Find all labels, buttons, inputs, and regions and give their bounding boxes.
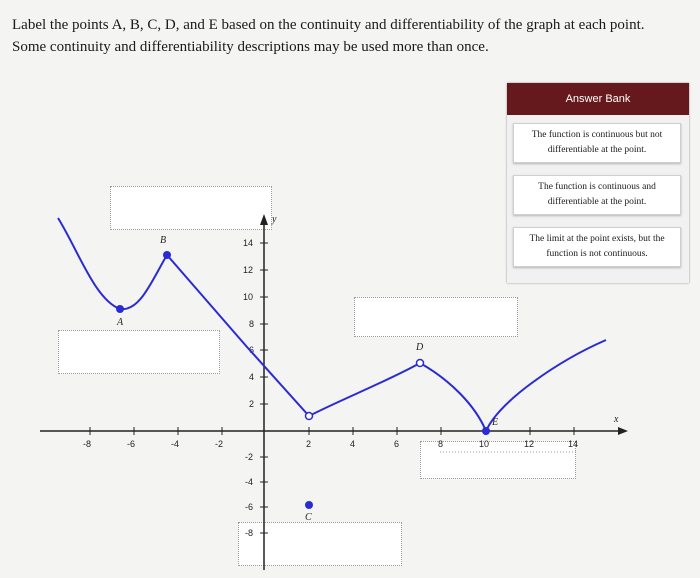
x-tick-label: 12: [524, 439, 535, 449]
y-tick-label: 10: [243, 292, 254, 302]
y-tick-label: -2: [245, 452, 254, 462]
y-axis-label: y: [272, 214, 277, 225]
y-axis-arrow: [260, 214, 268, 225]
point-label-e: E: [492, 417, 499, 428]
x-axis-label: x: [614, 414, 619, 425]
point-label-b: B: [160, 235, 167, 246]
y-tick-label: 4: [249, 372, 255, 382]
y-tick-label: 12: [243, 265, 254, 275]
x-tick-label: -4: [171, 439, 180, 449]
x-tick-label: 6: [394, 439, 400, 449]
x-tick-label: 4: [350, 439, 356, 449]
x-tick-label: -6: [127, 439, 136, 449]
point-label-a: A: [117, 317, 124, 328]
point-d-dot: [417, 360, 424, 367]
y-tick-label: 8: [249, 319, 255, 329]
point-label-d: D: [416, 342, 424, 353]
point-b-dot: [163, 251, 171, 259]
x-tick-label: 8: [438, 439, 444, 449]
answer-card-continuous-not-differentiable[interactable]: The function is continuous but not differentiable at the point.: [513, 123, 681, 163]
answer-card-continuous-differentiable[interactable]: The function is continuous and differentiable at the point.: [513, 175, 681, 215]
x-tick-label: -8: [83, 439, 92, 449]
y-tick-label: -8: [245, 528, 254, 538]
x-tick-label: 14: [568, 439, 579, 449]
x-tick-label: -2: [215, 439, 224, 449]
x-tick-label: 10: [479, 439, 490, 449]
answer-bank-title: Answer Bank: [507, 83, 689, 115]
instructions-text: Label the points A, B, C, D, and E based on the continuity and differentiability of the graph at each point. Some continuity and differentiability descriptions may be used more than once.: [12, 17, 645, 55]
point-a-dot: [116, 305, 124, 313]
answer-card-limit-exists-not-continuous[interactable]: The limit at the point exists, but the function is not continuous.: [513, 227, 681, 267]
point-e-dot: [482, 427, 490, 435]
x-tick-label: 2: [306, 439, 312, 449]
y-tick-label: 14: [243, 238, 254, 248]
point-c-dot: [305, 501, 313, 509]
y-tick-label: -4: [245, 477, 254, 487]
x-axis-arrow: [618, 427, 628, 435]
y-tick-label: 6: [249, 345, 255, 355]
y-tick-label: 2: [249, 399, 255, 409]
y-tick-label: -6: [245, 502, 254, 512]
point-label-c: C: [305, 512, 312, 523]
hole-open-dot: [306, 413, 313, 420]
function-curve: [58, 218, 606, 431]
